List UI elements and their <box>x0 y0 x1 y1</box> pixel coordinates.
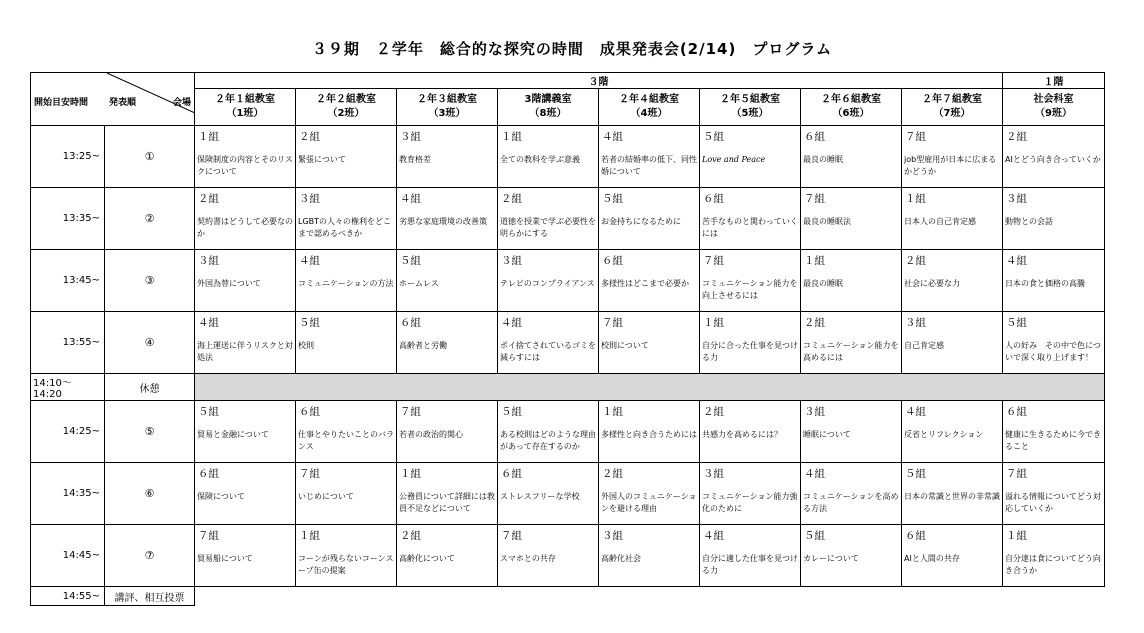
presentation-topic: 苦手なものと関わっていくには <box>702 217 798 238</box>
presentation-topic: 多様性はどこまで必要か <box>601 279 689 288</box>
presentation-group: ３組 <box>905 317 926 329</box>
room-name: ２年５組教室 <box>720 94 780 105</box>
presentation-group: ２組 <box>905 255 926 267</box>
presentation-cell <box>801 401 902 463</box>
room-header <box>700 89 801 126</box>
presentation-topic: 校則について <box>601 341 649 350</box>
presentation-group: ４組 <box>602 131 623 143</box>
presentation-cell <box>801 250 902 312</box>
presentation-group: ７組 <box>299 468 320 480</box>
presentation-topic: 自分に合った仕事を見つける力 <box>702 341 798 362</box>
room-name: ２年２組教室 <box>316 94 376 105</box>
slot-order: ⑤ <box>105 401 195 463</box>
presentation-topic: 仕事とやりたいことのバランス <box>298 430 394 451</box>
presentation-cell <box>700 250 801 312</box>
presentation-cell <box>296 250 397 312</box>
closing-row <box>31 587 1105 606</box>
presentation-cell <box>195 312 296 374</box>
room-name: ２年１組教室 <box>215 94 275 105</box>
presentation-group: ６組 <box>804 131 825 143</box>
presentation-group: ６組 <box>602 255 623 267</box>
presentation-cell <box>195 463 296 525</box>
presentation-cell <box>599 525 700 587</box>
presentation-group: ２組 <box>804 317 825 329</box>
presentation-topic: 海上運送に伴うリスクと対処法 <box>197 341 293 362</box>
presentation-topic: job型雇用が日本に広まるかどうか <box>904 155 997 176</box>
presentation-cell <box>498 525 599 587</box>
presentation-group: １組 <box>602 406 623 418</box>
presentation-cell <box>397 401 498 463</box>
room-name: ２年６組教室 <box>821 94 881 105</box>
slot-row <box>31 525 1105 587</box>
break-filler <box>195 374 1105 401</box>
presentation-cell <box>801 312 902 374</box>
presentation-topic: コミュニケーション能力強化のために <box>702 492 798 513</box>
slot-time: 13:25~ <box>31 126 105 188</box>
presentation-group: ５組 <box>400 255 421 267</box>
slot-row <box>31 188 1105 250</box>
presentation-cell <box>1003 188 1105 250</box>
room-team: （1班） <box>226 108 264 119</box>
presentation-group: ４組 <box>501 317 522 329</box>
break-time: 14:10〜14:20 <box>31 374 105 401</box>
presentation-topic: いじめについて <box>298 492 354 501</box>
presentation-group: ２組 <box>1006 131 1027 143</box>
room-name: ２年７組教室 <box>922 94 982 105</box>
presentation-topic: 最良の睡眠法 <box>803 217 851 226</box>
presentation-group: ５組 <box>804 530 825 542</box>
presentation-topic: コーンが残らないコーンスープ缶の提案 <box>298 554 394 575</box>
presentation-cell <box>1003 401 1105 463</box>
presentation-group: ３組 <box>703 468 724 480</box>
presentation-group: ３組 <box>602 530 623 542</box>
presentation-topic: 校則 <box>298 341 314 350</box>
presentation-topic: 保険制度の内容とそのリスクについて <box>197 155 293 176</box>
presentation-cell <box>902 188 1003 250</box>
room-header <box>498 89 599 126</box>
presentation-cell <box>195 525 296 587</box>
presentation-cell <box>1003 126 1105 188</box>
presentation-topic: 共感力を高めるには？ <box>702 430 782 439</box>
presentation-topic: 全ての教科を学ぶ意義 <box>500 155 580 164</box>
presentation-cell <box>498 312 599 374</box>
slot-time: 13:45~ <box>31 250 105 312</box>
presentation-cell <box>801 126 902 188</box>
presentation-group: ７組 <box>1006 468 1027 480</box>
presentation-cell <box>195 401 296 463</box>
presentation-group: ７組 <box>804 193 825 205</box>
presentation-group: ３組 <box>1006 193 1027 205</box>
presentation-group: ４組 <box>905 406 926 418</box>
room-header <box>1003 89 1105 126</box>
presentation-topic: 日本の常識と世界の非常識 <box>904 492 1000 501</box>
presentation-group: ２組 <box>299 131 320 143</box>
presentation-topic: 日本人の自己肯定感 <box>904 217 976 226</box>
presentation-group: １組 <box>299 530 320 542</box>
presentation-topic: 道徳を授業で学ぶ必要性を明らかにする <box>500 217 596 238</box>
presentation-group: ４組 <box>804 468 825 480</box>
presentation-cell <box>902 250 1003 312</box>
slot-order: ⑦ <box>105 525 195 587</box>
presentation-cell <box>700 401 801 463</box>
room-team: （9班） <box>1035 108 1072 119</box>
room-team: （7班） <box>933 108 971 119</box>
presentation-group: ２組 <box>602 468 623 480</box>
presentation-topic: Love and Peace <box>702 155 766 164</box>
presentation-cell <box>296 401 397 463</box>
presentation-cell <box>700 188 801 250</box>
presentation-cell <box>397 250 498 312</box>
presentation-topic: 外国人のコミュニケーションを避ける理由 <box>601 492 697 513</box>
slot-time: 13:35~ <box>31 188 105 250</box>
presentation-topic: 溢れる情報についてどう対応していくか <box>1005 492 1101 513</box>
presentation-topic: 高齢化社会 <box>601 554 641 563</box>
room-name: 3階講義室 <box>524 94 572 105</box>
presentation-topic: カレーについて <box>803 554 859 563</box>
presentation-topic: コミュニケーション能力を高めるには <box>803 341 899 362</box>
presentation-group: ７組 <box>703 255 724 267</box>
presentation-group: ４組 <box>400 193 421 205</box>
presentation-topic: 反省とリフレクション <box>904 430 984 439</box>
room-team: （5班） <box>731 108 769 119</box>
room-team: （8班） <box>529 108 567 119</box>
presentation-cell <box>1003 250 1105 312</box>
presentation-group: ３組 <box>804 406 825 418</box>
slot-row <box>31 463 1105 525</box>
presentation-group: ２組 <box>400 530 421 542</box>
presentation-group: ５組 <box>299 317 320 329</box>
slot-order: ② <box>105 188 195 250</box>
presentation-cell <box>902 525 1003 587</box>
presentation-cell <box>1003 312 1105 374</box>
presentation-cell <box>498 463 599 525</box>
floor-3-header: ３階 <box>195 73 1003 89</box>
presentation-topic: LGBTの人々の権利をどこまで認めるべきか <box>298 217 392 238</box>
presentation-group: １組 <box>400 468 421 480</box>
presentation-topic: テレビのコンプライアンス <box>500 279 595 288</box>
presentation-group: ５組 <box>501 406 522 418</box>
presentation-group: ４組 <box>198 317 219 329</box>
presentation-topic: 動物との会話 <box>1005 217 1053 226</box>
presentation-group: ３組 <box>400 131 421 143</box>
presentation-topic: コミュニケーション能力を向上させるには <box>702 279 798 300</box>
slot-order: ⑥ <box>105 463 195 525</box>
presentation-cell <box>397 463 498 525</box>
presentation-group: ７組 <box>602 317 623 329</box>
presentation-cell <box>700 463 801 525</box>
presentation-topic: コミュニケーションを高める方法 <box>803 492 899 513</box>
presentation-cell <box>296 188 397 250</box>
presentation-group: ３組 <box>299 193 320 205</box>
slot-time: 14:45~ <box>31 525 105 587</box>
presentation-topic: 高齢者と労働 <box>399 341 447 350</box>
presentation-topic: ある校則はどのような理由があって存在するのか <box>500 430 596 451</box>
presentation-group: ６組 <box>703 193 724 205</box>
presentation-cell <box>296 126 397 188</box>
presentation-group: ６組 <box>299 406 320 418</box>
room-team: （6班） <box>832 108 870 119</box>
room-name: 社会科室 <box>1033 94 1074 105</box>
presentation-group: ５組 <box>905 468 926 480</box>
presentation-cell <box>700 126 801 188</box>
presentation-group: ３組 <box>501 255 522 267</box>
presentation-topic: 貿易と金融について <box>197 430 269 439</box>
presentation-cell <box>599 250 700 312</box>
presentation-cell <box>296 525 397 587</box>
slot-row <box>31 401 1105 463</box>
break-label: 休憩 <box>105 374 195 401</box>
slot-time: 14:35~ <box>31 463 105 525</box>
presentation-cell <box>902 312 1003 374</box>
presentation-group: １組 <box>703 317 724 329</box>
presentation-cell <box>498 126 599 188</box>
room-header <box>902 89 1003 126</box>
presentation-topic: 若者の結婚率の低下、同性婚について <box>601 155 697 176</box>
slot-time: 13:55~ <box>31 312 105 374</box>
presentation-cell <box>498 188 599 250</box>
slot-time: 14:25~ <box>31 401 105 463</box>
presentation-topic: 外国為替について <box>197 279 261 288</box>
presentation-cell <box>902 126 1003 188</box>
presentation-group: ５組 <box>602 193 623 205</box>
presentation-topic: 保険について <box>197 492 245 501</box>
presentation-group: ７組 <box>400 406 421 418</box>
presentation-topic: スマホとの共存 <box>500 554 556 563</box>
presentation-topic: 最良の睡眠 <box>803 279 843 288</box>
presentation-cell <box>195 250 296 312</box>
presentation-cell <box>599 188 700 250</box>
presentation-topic: 貿易船について <box>197 554 253 563</box>
room-team: （2班） <box>327 108 365 119</box>
presentation-cell <box>902 463 1003 525</box>
presentation-cell <box>599 126 700 188</box>
order-label: 発表順 <box>109 98 137 108</box>
presentation-cell <box>195 188 296 250</box>
presentation-group: ５組 <box>703 131 724 143</box>
slot-order: ③ <box>105 250 195 312</box>
presentation-cell <box>397 188 498 250</box>
presentation-topic: 最良の睡眠 <box>803 155 843 164</box>
presentation-cell <box>397 312 498 374</box>
presentation-cell <box>1003 525 1105 587</box>
presentation-topic: お金持ちになるために <box>601 217 681 226</box>
presentation-group: ４組 <box>299 255 320 267</box>
presentation-topic: 劣悪な家庭環境の改善策 <box>399 217 487 226</box>
presentation-topic: ホームレス <box>399 279 439 288</box>
presentation-topic: 若者の政治的関心 <box>399 430 463 439</box>
slot-row <box>31 126 1105 188</box>
room-header <box>801 89 902 126</box>
presentation-group: １組 <box>1006 530 1027 542</box>
presentation-group: ５組 <box>1006 317 1027 329</box>
presentation-topic: 高齢化について <box>399 554 455 563</box>
presentation-group: ６組 <box>905 530 926 542</box>
presentation-topic: コミュニケーションの方法 <box>298 279 394 288</box>
presentation-topic: ストレスフリーな学校 <box>500 492 580 501</box>
slot-order: ① <box>105 126 195 188</box>
floor-1-header: １階 <box>1003 73 1105 89</box>
presentation-cell <box>498 250 599 312</box>
presentation-group: ４組 <box>703 530 724 542</box>
presentation-cell <box>801 188 902 250</box>
presentation-group: １組 <box>501 131 522 143</box>
presentation-cell <box>700 312 801 374</box>
presentation-cell <box>599 401 700 463</box>
presentation-topic: 契約書はどうして必要なのか <box>197 217 293 238</box>
presentation-cell <box>801 463 902 525</box>
program-table <box>30 72 1105 606</box>
presentation-group: ７組 <box>905 131 926 143</box>
presentation-group: ２組 <box>703 406 724 418</box>
presentation-topic: 睡眠について <box>803 430 851 439</box>
closing-label: 講評、相互投票 <box>105 587 195 606</box>
presentation-cell <box>801 525 902 587</box>
presentation-group: ７組 <box>501 530 522 542</box>
presentation-group: ７組 <box>198 530 219 542</box>
presentation-cell <box>397 126 498 188</box>
slot-row <box>31 312 1105 374</box>
room-header <box>296 89 397 126</box>
presentation-topic: 社会に必要な力 <box>904 279 960 288</box>
break-row <box>31 374 1105 401</box>
page-title: ３９期 ２学年 総合的な探究の時間 成果発表会(2/14) プログラム <box>311 40 833 58</box>
header-corner <box>31 73 195 126</box>
presentation-cell <box>296 312 397 374</box>
room-team: （3班） <box>428 108 466 119</box>
room-header <box>195 89 296 126</box>
presentation-group: １組 <box>198 131 219 143</box>
room-name: ２年４組教室 <box>619 94 679 105</box>
presentation-group: ２組 <box>501 193 522 205</box>
presentation-topic: 健康に生きるために今できること <box>1005 430 1101 451</box>
presentation-topic: 人の好み その中で色についで深く取り上げます！ <box>1005 341 1101 362</box>
presentation-cell <box>700 525 801 587</box>
presentation-cell <box>195 126 296 188</box>
presentation-cell <box>498 401 599 463</box>
presentation-group: ６組 <box>501 468 522 480</box>
presentation-group: ５組 <box>198 406 219 418</box>
presentation-cell <box>397 525 498 587</box>
presentation-topic: 多様性と向き合うためには <box>601 430 697 439</box>
presentation-topic: 自己肯定感 <box>904 341 944 350</box>
room-header <box>397 89 498 126</box>
slot-order: ④ <box>105 312 195 374</box>
presentation-group: ２組 <box>198 193 219 205</box>
presentation-cell <box>599 463 700 525</box>
venue-label: 会場 <box>172 98 191 108</box>
presentation-topic: 日本の食と価格の高騰 <box>1005 279 1085 288</box>
closing-time: 14:55~ <box>31 587 105 606</box>
presentation-cell <box>296 463 397 525</box>
room-team: （4班） <box>630 108 668 119</box>
presentation-group: １組 <box>804 255 825 267</box>
presentation-group: ３組 <box>198 255 219 267</box>
presentation-topic: AIとどう向き合っていくか <box>1005 155 1101 164</box>
presentation-topic: ポイ捨てされているゴミを減らすには <box>500 341 596 362</box>
presentation-topic: AIと人間の共存 <box>904 554 960 563</box>
presentation-topic: 自分達は食についてどう向き合うか <box>1005 554 1101 575</box>
room-name: ２年３組教室 <box>417 94 477 105</box>
presentation-cell <box>599 312 700 374</box>
presentation-group: ６組 <box>400 317 421 329</box>
presentation-topic: 緊張について <box>298 155 346 164</box>
presentation-group: １組 <box>905 193 926 205</box>
presentation-group: ６組 <box>1006 406 1027 418</box>
presentation-topic: 教育格差 <box>399 155 431 164</box>
slot-row <box>31 250 1105 312</box>
presentation-group: ４組 <box>1006 255 1027 267</box>
room-header <box>599 89 700 126</box>
presentation-cell <box>902 401 1003 463</box>
presentation-topic: 自分に適した仕事を見つける力 <box>702 554 798 575</box>
presentation-topic: 公務員について詳細には教員不足などについて <box>399 492 495 513</box>
start-time-label: 開始目安時間 <box>34 98 89 108</box>
presentation-group: ６組 <box>198 468 219 480</box>
presentation-cell <box>1003 463 1105 525</box>
